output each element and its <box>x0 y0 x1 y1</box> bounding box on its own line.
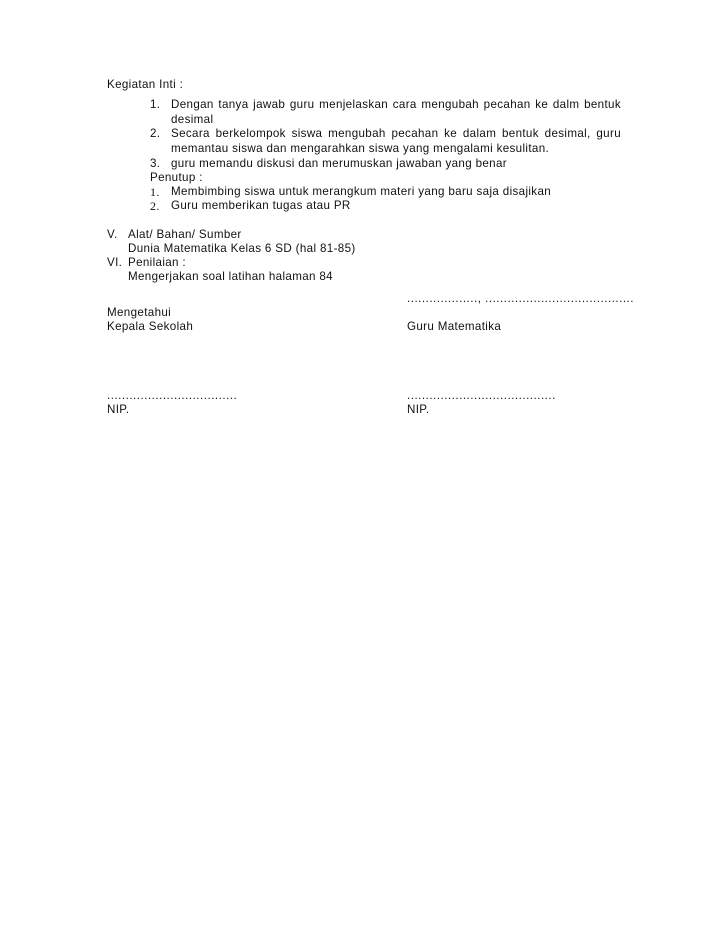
kepala-sekolah-title: Kepala Sekolah <box>107 320 194 333</box>
kegiatan-item-text: Secara berkelompok siswa mengubah pecahan ke dalam bentuk desimal, guru <box>171 127 621 140</box>
kegiatan-item-text: guru memandu diskusi dan merumuskan jawaban yang benar <box>171 157 507 170</box>
mengetahui-label: Mengetahui <box>107 306 172 319</box>
penutup-item-number: 1. <box>150 185 160 199</box>
guru-matematika-title: Guru Matematika <box>407 320 502 333</box>
section-v-content: Dunia Matematika Kelas 6 SD (hal 81-85) <box>128 242 356 255</box>
kegiatan-item-text-continued: desimal <box>171 113 214 126</box>
guru-signature-line: ........................................ <box>407 389 556 402</box>
section-vi-content: Mengerjakan soal latihan halaman 84 <box>128 270 333 283</box>
section-vi-number: VI. <box>107 256 123 269</box>
kegiatan-item-number: 3. <box>150 157 161 170</box>
kegiatan-item-text-continued: memantau siswa dan mengarahkan siswa yang mengalami kesulitan. <box>171 142 550 155</box>
section-v-title: Alat/ Bahan/ Sumber <box>128 228 242 241</box>
guru-nip: NIP. <box>407 403 430 416</box>
kegiatan-inti-heading: Kegiatan Inti : <box>107 78 184 91</box>
section-v-number: V. <box>107 228 118 241</box>
penutup-heading: Penutup : <box>150 171 203 184</box>
penutup-item-text: Membimbing siswa untuk merangkum materi yang baru saja disajikan <box>171 185 552 198</box>
kegiatan-item-number: 1. <box>150 98 161 111</box>
kegiatan-item-text: Dengan tanya jawab guru menjelaskan cara mengubah pecahan ke dalm bentuk <box>171 98 621 111</box>
penutup-item-number: 2. <box>150 199 160 213</box>
kegiatan-item-number: 2. <box>150 127 161 140</box>
penutup-item-text: Guru memberikan tugas atau PR <box>171 199 351 212</box>
section-vi-title: Penilaian : <box>128 256 186 269</box>
kepala-sekolah-nip: NIP. <box>107 403 130 416</box>
kepala-sekolah-signature-line: ................................... <box>107 389 238 402</box>
place-date-line: ..................., ........................................ <box>407 292 634 305</box>
